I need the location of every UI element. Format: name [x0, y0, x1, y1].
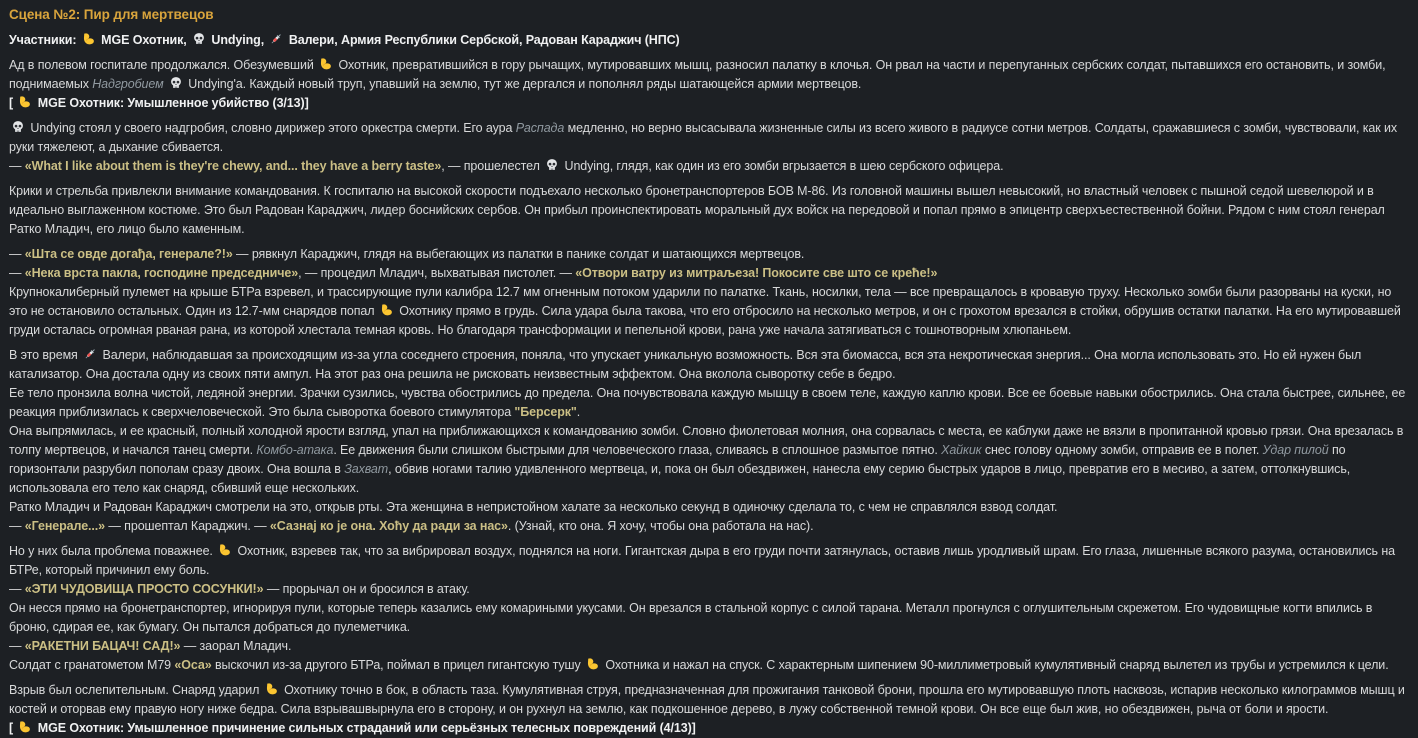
- syringe-icon: [269, 32, 283, 46]
- undying-quote: [9, 157, 1409, 176]
- narration-hunter-rises: [9, 542, 1409, 580]
- body-text: Он несся прямо на бронетранспортер, игнорируя пули, которые теперь казались ему комариными укусами. Он врезался в стальной корпус с силой тарана. Металл прогнулся с оглушительным скрежетом. Его чудовищные когти впились в броню, сдирая ее, как бумагу. Он пытался добраться до пулеметчика.: [9, 601, 1373, 634]
- body-text: Ад в полевом госпитале продолжался. Обезумевший: [9, 58, 318, 72]
- body-text: .: [576, 405, 581, 419]
- body-text: —: [9, 159, 25, 173]
- narration-serum: [9, 384, 1409, 422]
- hunter-roar: [9, 580, 1409, 599]
- bold-text: [: [9, 96, 17, 110]
- body-text: по горизонтали разрубил пополам сразу двоих. Она вошла в: [9, 443, 1346, 476]
- body-text: —: [9, 247, 25, 261]
- biceps-icon: [586, 657, 600, 671]
- body-text: [164, 77, 167, 91]
- body-text: Охотнику точно в бок, в область таза. Кумулятивная струя, предназначенная для прожигания танковой брони, прошла его мутировавшую плоть насквозь, испарив несколько килограммов мышц и костей и оторвав ему правую ногу ниже бедра. Сила взрывашвырнула его в сторону, и он рухнул на землю, как подкошенное дерево, в лужу собственной темной крови. Он все еще был жив, но обездвижен, рыча от боли и ярости.: [9, 683, 1405, 716]
- skull-icon: [192, 32, 206, 46]
- body-text: Охотника и нажал на спуск. С характерным шипением 90-миллиметровый кумулятивный снаряд вылетел из трубы и устремился к цели.: [601, 658, 1389, 672]
- emphasis-text: Распада: [515, 121, 565, 135]
- skull-icon: [169, 76, 183, 90]
- body-text: Но у них была проблема поважнее.: [9, 544, 217, 558]
- body-text: , — прошелестел: [441, 159, 544, 173]
- body-text: Undying, глядя, как один из его зомби вгрызается в шею сербского офицера.: [561, 159, 1004, 173]
- quote-text: «Оса»: [174, 658, 212, 672]
- emphasis-text: Удар пилой: [1262, 443, 1329, 457]
- body-text: —: [9, 639, 25, 653]
- bold-text: Undying,: [208, 33, 268, 47]
- narration-explosion: [9, 681, 1409, 719]
- body-text: Undying'а. Каждый новый труп, упавший на землю, тут же дергался и пополнял ряды шатающейся армии мертвецов.: [184, 77, 862, 91]
- biceps-icon: [18, 720, 32, 734]
- scene-title: [9, 5, 1409, 25]
- mladic-quote: [9, 264, 1409, 283]
- emphasis-text: Хайкик: [941, 443, 982, 457]
- bold-text: Сцена №2: Пир для мертвецов: [9, 7, 214, 22]
- body-text: Крики и стрельба привлекли внимание командования. К госпиталю на высокой скорости подъехало несколько бронетранспортеров БОВ М-86. Из головной машины вышел невысокий, но властный человек с пышной седой шевелюрой и в идеально выглаженном костюме. Это был Радован Караджич, лидер боснийских сербов. Он прибыл проинспектировать моральный дух войск на передовой и попал прямо в эпицентр сверхъестественной бойни. Рядом с ним стоял генерал Ратко Младич, его лицо было каменным.: [9, 184, 1385, 236]
- quote-text: «Отвори ватру из митраљеза! Покосите све што се креће!»: [575, 266, 938, 280]
- bold-text: MGE Охотник,: [97, 33, 191, 47]
- body-text: . (Узнай, кто она. Я хочу, чтобы она работала на нас).: [507, 519, 814, 533]
- quote-text: «Нека врста пакла, господине председниче»: [24, 266, 299, 280]
- body-text: Охотник, взревев так, что за вибрировал воздух, поднялся на ноги. Гигантская дыра в его груди почти затянулась, оставив лишь уродливый шрам. Его глаза, лишенные всякого разума, остановились на БТРе, который причинил ему боль.: [9, 544, 1395, 577]
- biceps-icon: [265, 682, 279, 696]
- narration-machinegun: [9, 283, 1409, 340]
- biceps-icon: [18, 95, 32, 109]
- skull-icon: [545, 158, 559, 172]
- body-text: Взрыв был ослепительным. Снаряд ударил: [9, 683, 263, 697]
- quote-text: «Шта се овде догађа, генерале?!»: [24, 247, 233, 261]
- narration-hospital: [9, 56, 1409, 94]
- body-text: В это время: [9, 348, 82, 362]
- participants-line: [9, 31, 1409, 50]
- syringe-icon: [83, 347, 97, 361]
- bold-text: Участники:: [9, 33, 80, 47]
- bold-text: Валери, Армия Республики Сербской, Радован Караджич (НПС): [285, 33, 680, 47]
- body-text: Солдат с гранатометом М79: [9, 658, 175, 672]
- narration-undying: [9, 119, 1409, 157]
- body-text: Ратко Младич и Радован Караджич смотрели на это, открыв рты. Эта женщина в непристойном халате за несколько секунд в одиночку сделала то, с чем не справлялся взвод солдат.: [9, 500, 1058, 514]
- narration-ram: [9, 599, 1409, 637]
- body-text: — рявкнул Караджич, глядя на выбегающих из палатки в панике солдат и шатающихся мертвецов.: [232, 247, 805, 261]
- emphasis-text: Комбо-атака: [256, 443, 334, 457]
- body-text: Ее тело пронзила волна чистой, ледяной энергии. Зрачки сузились, чувства обострились до предела. Она почувствовала каждую мышцу в своем теле, каждую каплю крови. Все ее боевые навыки обострились. Она стала быстрее, сильнее, ее реакция приблизилась к сверхчеловеческой. Это была сыворотка боевого стимулятора: [9, 386, 1406, 419]
- body-text: —: [9, 266, 25, 280]
- narration-valery: [9, 346, 1409, 384]
- mladic-order: [9, 637, 1409, 656]
- body-text: выскочил из-за другого БТРа, поймал в прицел гигантскую тушу: [211, 658, 584, 672]
- body-text: — заорал Младич.: [180, 639, 292, 653]
- body-text: — прорычал он и бросился в атаку.: [263, 582, 470, 596]
- quote-text: «Сазнај ко је она. Хоћу да ради за нас»: [269, 519, 508, 533]
- body-text: медленно, но верно высасывала жизненные силы из всего живого в радиусе сотни метров. Солдаты, сражавшиеся с зомби, чувствовали, как их руки тяжелеют, а дыхание сбивается.: [9, 121, 1398, 154]
- biceps-icon: [319, 57, 333, 71]
- body-text: —: [9, 519, 25, 533]
- body-text: Охотник, превратившийся в гору рычащих, мутировавших мышц, разносил палатку в клочья. Он рвал на части и перепуганных сербских солдат, пытавшихся его остановить, и зомби, поднимаемых: [9, 58, 1386, 91]
- quote-text: «ЭТИ ЧУДОВИЩА ПРОСТО СОСУНКИ!»: [24, 582, 264, 596]
- emphasis-text: Надгробием: [92, 77, 164, 91]
- body-text: —: [9, 582, 25, 596]
- quote-text: «РАКЕТНИ БАЦАЧ! САД!»: [24, 639, 181, 653]
- hit-counter-1: [9, 94, 1409, 113]
- body-text: — прошептал Караджич. —: [105, 519, 270, 533]
- narration-watchers: [9, 498, 1409, 517]
- quote-text: "Берсерк": [514, 405, 577, 419]
- quote-text: «Генерале...»: [24, 519, 106, 533]
- body-text: , обвив ногами талию удивленного мертвеца, и, пока он был обездвижен, нанесла ему серию быстрых ударов в лицо, превратив его в месиво, а затем, оттолкнувшись, использовала его тело как снаряд, сбивший еще нескольких.: [9, 462, 1351, 495]
- skull-icon: [11, 120, 25, 134]
- quote-text: «What I like about them is they're chewy, and... they have a berry taste»: [24, 159, 442, 173]
- biceps-icon: [380, 303, 394, 317]
- body-text: Она выпрямилась, и ее красный, полный холодной ярости взгляд, упал на приближающихся к командованию зомби. Словно фиолетовая молния, она сорвалась с места, ее каблуки даже не вязли в пропитанной кровью грязи. Она врезалась в толпу мертвецов, и начался танец смерти.: [9, 424, 1404, 457]
- narration-rpg: [9, 656, 1409, 675]
- bold-text: MGE Охотник: Умышленное убийство (3/13)]: [34, 96, 309, 110]
- emphasis-text: Захват: [344, 462, 389, 476]
- hit-counter-2: [9, 719, 1409, 738]
- narration-command: [9, 182, 1409, 239]
- body-text: Охотнику прямо в грудь. Сила удара была такова, что его отбросило на несколько метров, и он с грохотом врезался в стойки, обрушив остатки палатки. На его мутировавшей груди осталась огромная рваная рана, из которой хлестала темная кровь. Но благодаря трансформации и пепельной крови, рана уже начала затягиваться с тошнотворным хлюпаньем.: [9, 304, 1401, 337]
- body-text: снес голову одному зомби, отправив ее в полет.: [981, 443, 1263, 457]
- body-text: Валери, наблюдавшая за происходящим из-за угла соседнего строения, поняла, что упускает уникальную возможность. Вся эта биомасса, вся эта некротическая энергия... Она могла использовать это. Но ей нужен был катализатор. Она достала одну из своих пяти ампул. На этот раз она решила не рисковать неизвестным эффектом. Она вколола сыворотку себе в бедро.: [9, 348, 1362, 381]
- body-text: . Ее движения были слишком быстрыми для человеческого глаза, сливаясь в сплошное размытое пятно.: [333, 443, 942, 457]
- bold-text: MGE Охотник: Умышленное причинение сильных страданий или серьёзных телесных повреждений (4/13)]: [34, 721, 696, 735]
- bold-text: [: [9, 721, 17, 735]
- body-text: , — процедил Младич, выхватывая пистолет. —: [298, 266, 576, 280]
- narration-dance: [9, 422, 1409, 498]
- karadzic-quote: [9, 245, 1409, 264]
- body-text: Крупнокалиберный пулемет на крыше БТРа взревел, и трассирующие пули калибра 12.7 мм огненным потоком ударили по палатке. Ткань, носилки, тела — все превращалось в кровавую труху. Несколько зомби были разорваны на куски, но это не остановило остальных. Один из 12.7-мм снарядов попал: [9, 285, 1392, 318]
- biceps-icon: [218, 543, 232, 557]
- body-text: Undying стоял у своего надгробия, словно дирижер этого оркестра смерти. Его аура: [27, 121, 516, 135]
- biceps-icon: [82, 32, 96, 46]
- karadzic-request: [9, 517, 1409, 536]
